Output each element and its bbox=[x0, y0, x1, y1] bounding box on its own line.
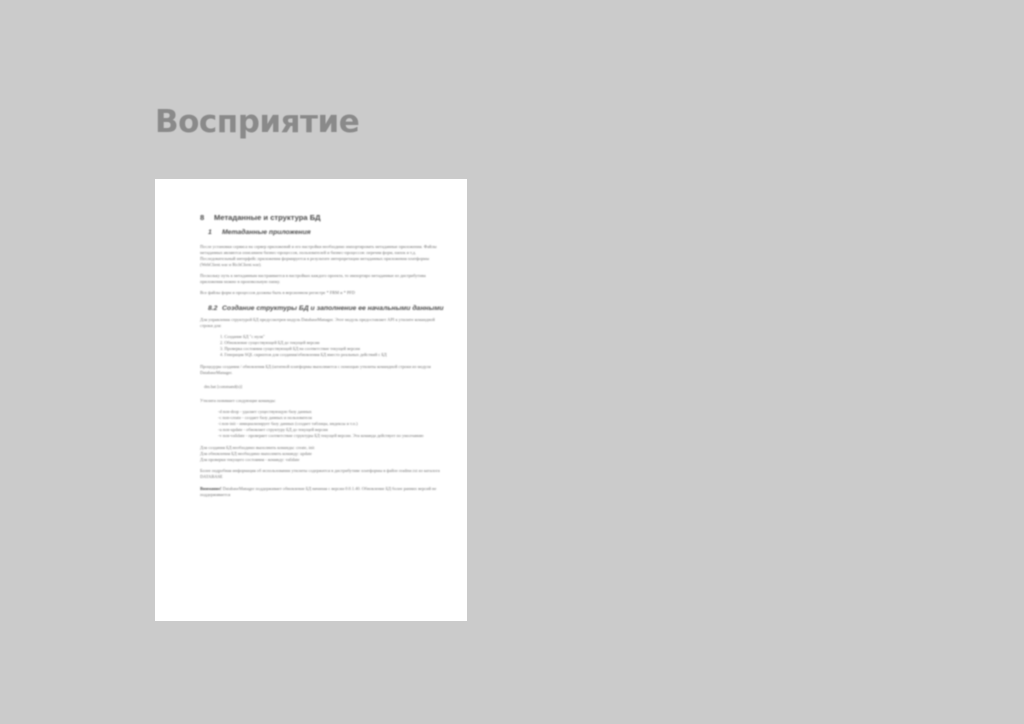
paragraph-2: Поскольку путь к метаданным настраивается в настройках каждого проекта, то импортиро метаданные из дистрибутива приложения можно в произвольную папку. bbox=[200, 273, 426, 284]
slide-heading: Восприятие bbox=[155, 104, 360, 140]
paragraph-7-line: Для обновления БД необходимо выполнить команду: update bbox=[200, 451, 312, 456]
section-number: 8 bbox=[200, 213, 205, 222]
paragraph-3: Все файлы форм и процессов должны быть в версионном регистре * FRM и * PFD bbox=[200, 290, 355, 295]
warning-note bbox=[200, 486, 446, 498]
list-item: 3. Проверка состояния существующей БД на соответствие текущей версии bbox=[220, 346, 360, 351]
document-page-thumbnail bbox=[155, 179, 467, 621]
list-item: -v non-validate - проверяет соответствие структуры БД текущей версии. Эта команда действует по умолчанию bbox=[218, 433, 424, 438]
paragraph-1: После установки сервиса на сервер приложений и его настройки необходимо импортировать метаданные приложения. Файлы метаданных являются описанием бизнес-процессов, пользователей и бизнес-процессов: перечня форм, папок и т.д. Последовательный интерфейс приложения формируется в результате интерпретации метаданных приложения платформы (WebClient.war и RichClient.war). bbox=[200, 244, 437, 267]
section-title: Метаданные и структура БД bbox=[214, 213, 321, 222]
list-item: -i non-init - инициализирует базу данных (создает таблицы, индексы и т.п.) bbox=[218, 421, 358, 426]
paragraph-7-line: Для создания БД необходимо выполнить команды: create, init bbox=[200, 445, 315, 450]
list-item: -c non-create - создает базу данных и пользователя bbox=[218, 415, 312, 420]
subsection-heading-1 bbox=[208, 228, 446, 237]
subsection-number-1: 1 bbox=[208, 229, 212, 236]
subsection-heading-2 bbox=[208, 304, 446, 313]
list-item: 1. Создание БД "с нуля" bbox=[220, 334, 265, 339]
command-list bbox=[210, 409, 446, 439]
numbered-list bbox=[220, 334, 446, 358]
warning-label: Внимание! bbox=[200, 486, 222, 491]
list-item: -u non-update - обновляет структуру БД до текущей версии bbox=[218, 427, 328, 432]
subsection-title-1: Метаданные приложения bbox=[222, 229, 311, 236]
paragraph-8: Более подробная информация об использовании утилиты содержится в дистрибутиве платформы в файле readme.txt из каталога DATABASE bbox=[200, 468, 440, 479]
paragraph-7-line: Для проверки текущего состояния - команду: validate bbox=[200, 457, 300, 462]
paragraph-7 bbox=[200, 445, 446, 463]
list-item: 2. Обновление существующей БД до текущей версии bbox=[220, 340, 320, 345]
command-example: dm.bat [command(s)] bbox=[204, 384, 243, 389]
document-body bbox=[200, 213, 446, 503]
warning-text: DatabaseManager поддерживает обновление БД начиная с версии 0.0.1.40. Обновление БД более ранних версий не поддерживается bbox=[200, 486, 437, 497]
paragraph-4: Для управления структурой БД предусмотрен модуль DatabaseManager. Этот модуль предоставляет API к утилите командной строки для: bbox=[200, 317, 435, 328]
section-heading bbox=[200, 213, 446, 223]
subsection-number-2: 8.2 bbox=[208, 305, 218, 312]
list-item: 4. Генерация SQL скриптов для создания/обновления БД вместо реальных действий с БД bbox=[220, 352, 387, 357]
subsection-title-2: Создание структуры БД и заполнение ее начальными данными bbox=[222, 305, 444, 312]
paragraph-6: Утилита понимает следующие команды: bbox=[200, 398, 276, 403]
paragraph-5: Процедуры создания / обновления БД (штатной платформы выполняется с помощью утилиты командной строки из модуля DatabaseManager. bbox=[200, 364, 431, 375]
list-item: -d non-drop - удаляет существующую базу данных bbox=[218, 409, 312, 414]
